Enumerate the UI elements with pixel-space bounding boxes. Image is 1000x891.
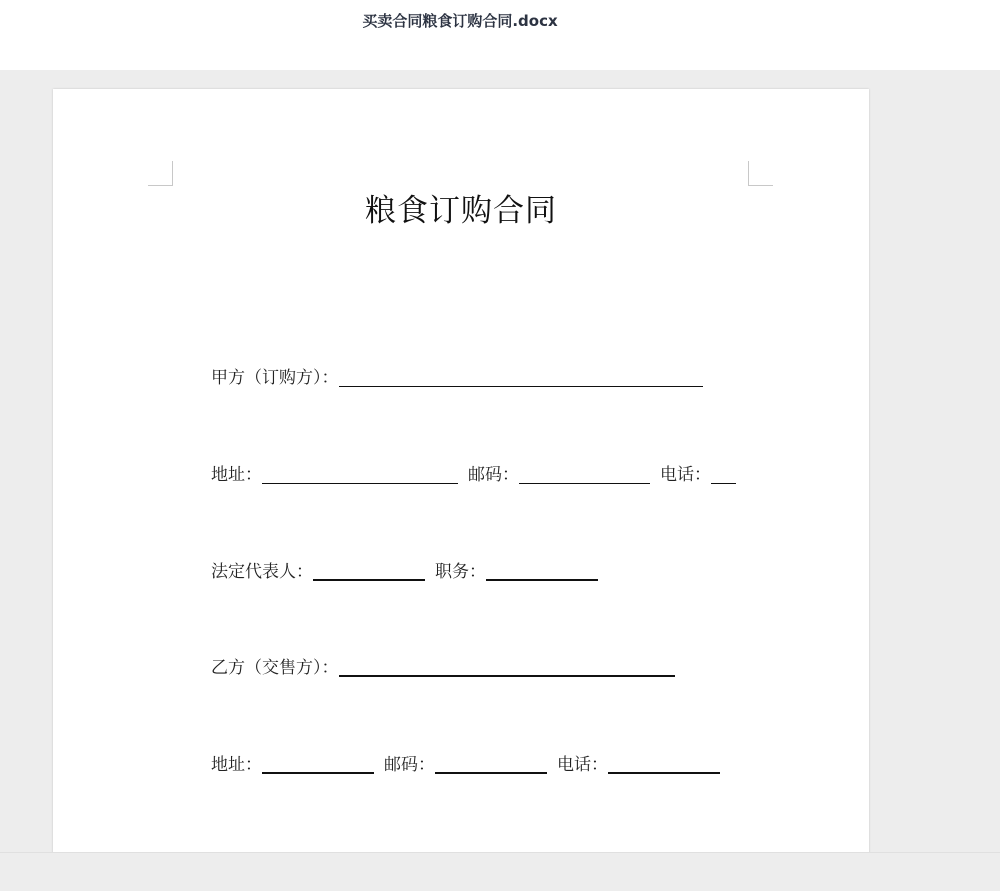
document-title: 粮食订购合同: [365, 193, 557, 229]
margin-corner-top-right: [748, 161, 773, 186]
party-b-address-blank: [262, 754, 374, 774]
party-a-position-label: 职务：: [435, 562, 486, 582]
party-a-rep-blank: [313, 561, 425, 581]
party-a-rep-label: 法定代表人：: [211, 562, 313, 582]
party-b-postcode-blank: [435, 754, 547, 774]
party-b-blank: [339, 657, 675, 677]
party-a-postcode-blank: [519, 465, 650, 484]
party-a-phone-label: 电话：: [660, 465, 711, 485]
bottom-bar: [0, 852, 1000, 891]
party-a-address-blank: [262, 465, 458, 484]
party-b-label: 乙方（交售方）：: [211, 658, 339, 678]
top-bar: [0, 0, 1000, 70]
party-a-address-label: 地址：: [211, 465, 262, 485]
party-a-label: 甲方（订购方）：: [211, 368, 339, 388]
party-b-postcode-label: 邮码：: [384, 755, 435, 775]
party-b-phone-blank: [608, 754, 720, 774]
party-b-phone-label: 电话：: [557, 755, 608, 775]
party-a-phone-blank: [711, 465, 736, 484]
party-a-position-blank: [486, 561, 598, 581]
party-a-blank: [339, 368, 703, 387]
party-b-line: [211, 655, 675, 681]
party-a-line: [211, 365, 703, 391]
document-filename: 买卖合同粮食订购合同.docx: [362, 12, 558, 30]
party-b-contact-line: [211, 752, 720, 778]
party-a-contact-line: [211, 462, 736, 488]
party-b-address-label: 地址：: [211, 755, 262, 775]
party-a-postcode-label: 邮码：: [468, 465, 519, 485]
document-page: [53, 89, 869, 869]
margin-corner-top-left: [148, 161, 173, 186]
party-a-rep-line: [211, 559, 598, 585]
